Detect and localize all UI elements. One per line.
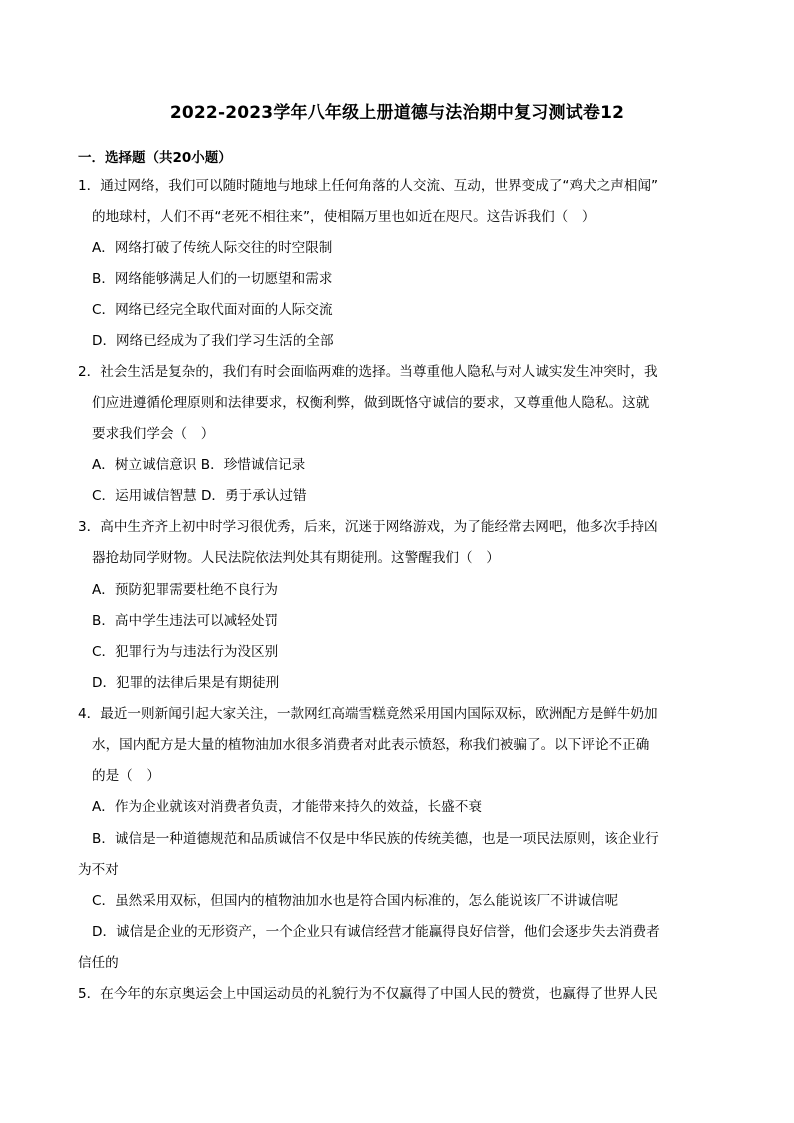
question-4-line-1: 4．最近一则新闻引起大家关注，一款网红高端雪糕竟然采用国内国际双标，欧洲配方是鲜牛奶加 (78, 706, 658, 722)
question-2-options-ab: A．树立诚信意识 B．珍惜诚信记录 (92, 457, 306, 473)
question-3-option-a: A．预防犯罪需要杜绝不良行为 (92, 582, 279, 598)
question-2-line-2: 们应进遵循伦理原则和法律要求，权衡利弊，做到既恪守诚信的要求，又尊重他人隐私。这就 (92, 395, 650, 411)
question-2-line-1: 2．社会生活是复杂的，我们有时会面临两难的选择。当尊重他人隐私与对人诚实发生冲突时，我 (78, 364, 658, 380)
question-4-option-d-line-1: D．诚信是企业的无形资产，一个企业只有诚信经营才能赢得良好信誉，他们会逐步失去消费者 (92, 924, 660, 940)
question-1-option-d: D．网络已经成为了我们学习生活的全部 (92, 333, 334, 349)
question-4-line-2: 水，国内配方是大量的植物油加水很多消费者对此表示愤怒，称我们被骗了。以下评论不正确 (92, 737, 650, 753)
question-4-option-d-line-2: 信任的 (78, 955, 119, 971)
question-4-line-3: 的是（ ） (92, 768, 160, 784)
question-3-option-c: C．犯罪行为与违法行为没区别 (92, 644, 279, 660)
question-3-line-2: 器抢劫同学财物。人民法院依法判处其有期徒刑。这警醒我们（ ） (92, 550, 500, 566)
page-title: 2022-2023学年八年级上册道德与法治期中复习测试卷12 (169, 103, 625, 123)
question-5-line-1: 5．在今年的东京奥运会上中国运动员的礼貌行为不仅赢得了中国人民的赞赏，也赢得了世界人民 (78, 986, 658, 1002)
question-3-line-1: 3．高中生齐齐上初中时学习很优秀，后来，沉迷于网络游戏，为了能经常去网吧，他多次手持凶 (78, 519, 658, 535)
question-4-option-a: A．作为企业就该对消费者负责，才能带来持久的效益，长盛不衰 (92, 799, 482, 815)
question-2-line-3: 要求我们学会（ ） (92, 426, 215, 442)
section-heading: 一．选择题（共20小题） (78, 150, 232, 166)
question-1-option-c: C．网络已经完全取代面对面的人际交流 (92, 302, 333, 318)
question-4-option-c: C．虽然采用双标，但国内的植物油加水也是符合国内标准的，怎么能说该厂不讲诚信呢 (92, 893, 619, 909)
question-3-option-b: B．高中学生违法可以减轻处罚 (92, 613, 279, 629)
question-1-option-b: B．网络能够满足人们的一切愿望和需求 (92, 271, 333, 287)
question-2-options-cd: C．运用诚信智慧 D．勇于承认过错 (92, 488, 307, 504)
question-1-line-2: 的地球村，人们不再“老死不相往来”，使相隔万里也如近在咫尺。这告诉我们（ ） (92, 209, 596, 225)
question-4-option-b-line-2: 为不对 (78, 862, 119, 878)
question-1-line-1: 1．通过网络，我们可以随时随地与地球上任何角落的人交流、互动，世界变成了“鸡犬之声相闻” (78, 178, 659, 194)
question-3-option-d: D．犯罪的法律后果是有期徒刑 (92, 675, 280, 691)
question-4-option-b-line-1: B．诚信是一种道德规范和品质诚信不仅是中华民族的传统美德，也是一项民法原则，该企业行 (92, 831, 659, 847)
question-1-option-a: A．网络打破了传统人际交往的时空限制 (92, 240, 333, 256)
